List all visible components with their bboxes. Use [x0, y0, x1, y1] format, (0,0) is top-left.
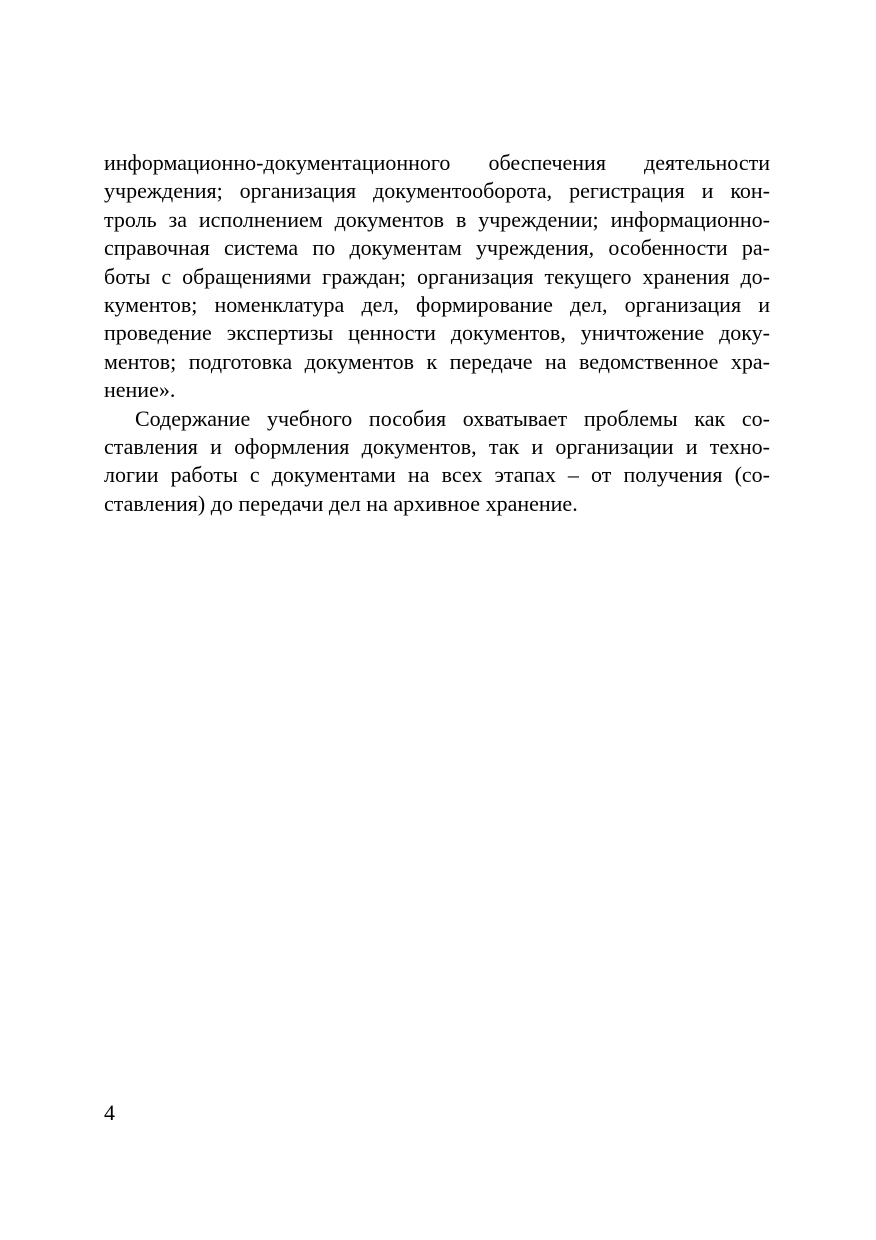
text-line: кументов; номенклатура дел, формирование дел, организация и: [104, 291, 770, 317]
text-line: учреждения; организация документооборота, регистрация и кон-: [104, 178, 770, 204]
body-text-block: [104, 149, 770, 518]
text-line: ментов; подготовка документов к передаче на ведомственное хра-: [104, 348, 770, 374]
paragraph-content-summary: [104, 405, 770, 519]
text-line: Содержание учебного пособия охватывает проблемы как со-: [135, 405, 770, 431]
text-line: боты с обращениями граждан; организация текущего хранения до-: [104, 263, 770, 289]
page-number: 4: [104, 1100, 115, 1125]
text-line: проведение экспертизы ценности документов, уничтожение доку-: [104, 320, 770, 346]
text-line: информационно-документационного обеспечения деятельности: [104, 150, 770, 175]
text-line: ставления) до передачи дел на архивное хранение.: [104, 490, 578, 516]
text-line: нение».: [104, 377, 176, 403]
text-line: справочная система по документам учреждения, особенности ра-: [104, 235, 770, 261]
paragraph-continuation: [104, 149, 770, 405]
text-line: ставления и оформления документов, так и организации и техно-: [104, 433, 770, 459]
text-line: логии работы с документами на всех этапах – от получения (со-: [104, 462, 770, 488]
text-line: троль за исполнением документов в учреждении; информационно-: [104, 206, 770, 232]
